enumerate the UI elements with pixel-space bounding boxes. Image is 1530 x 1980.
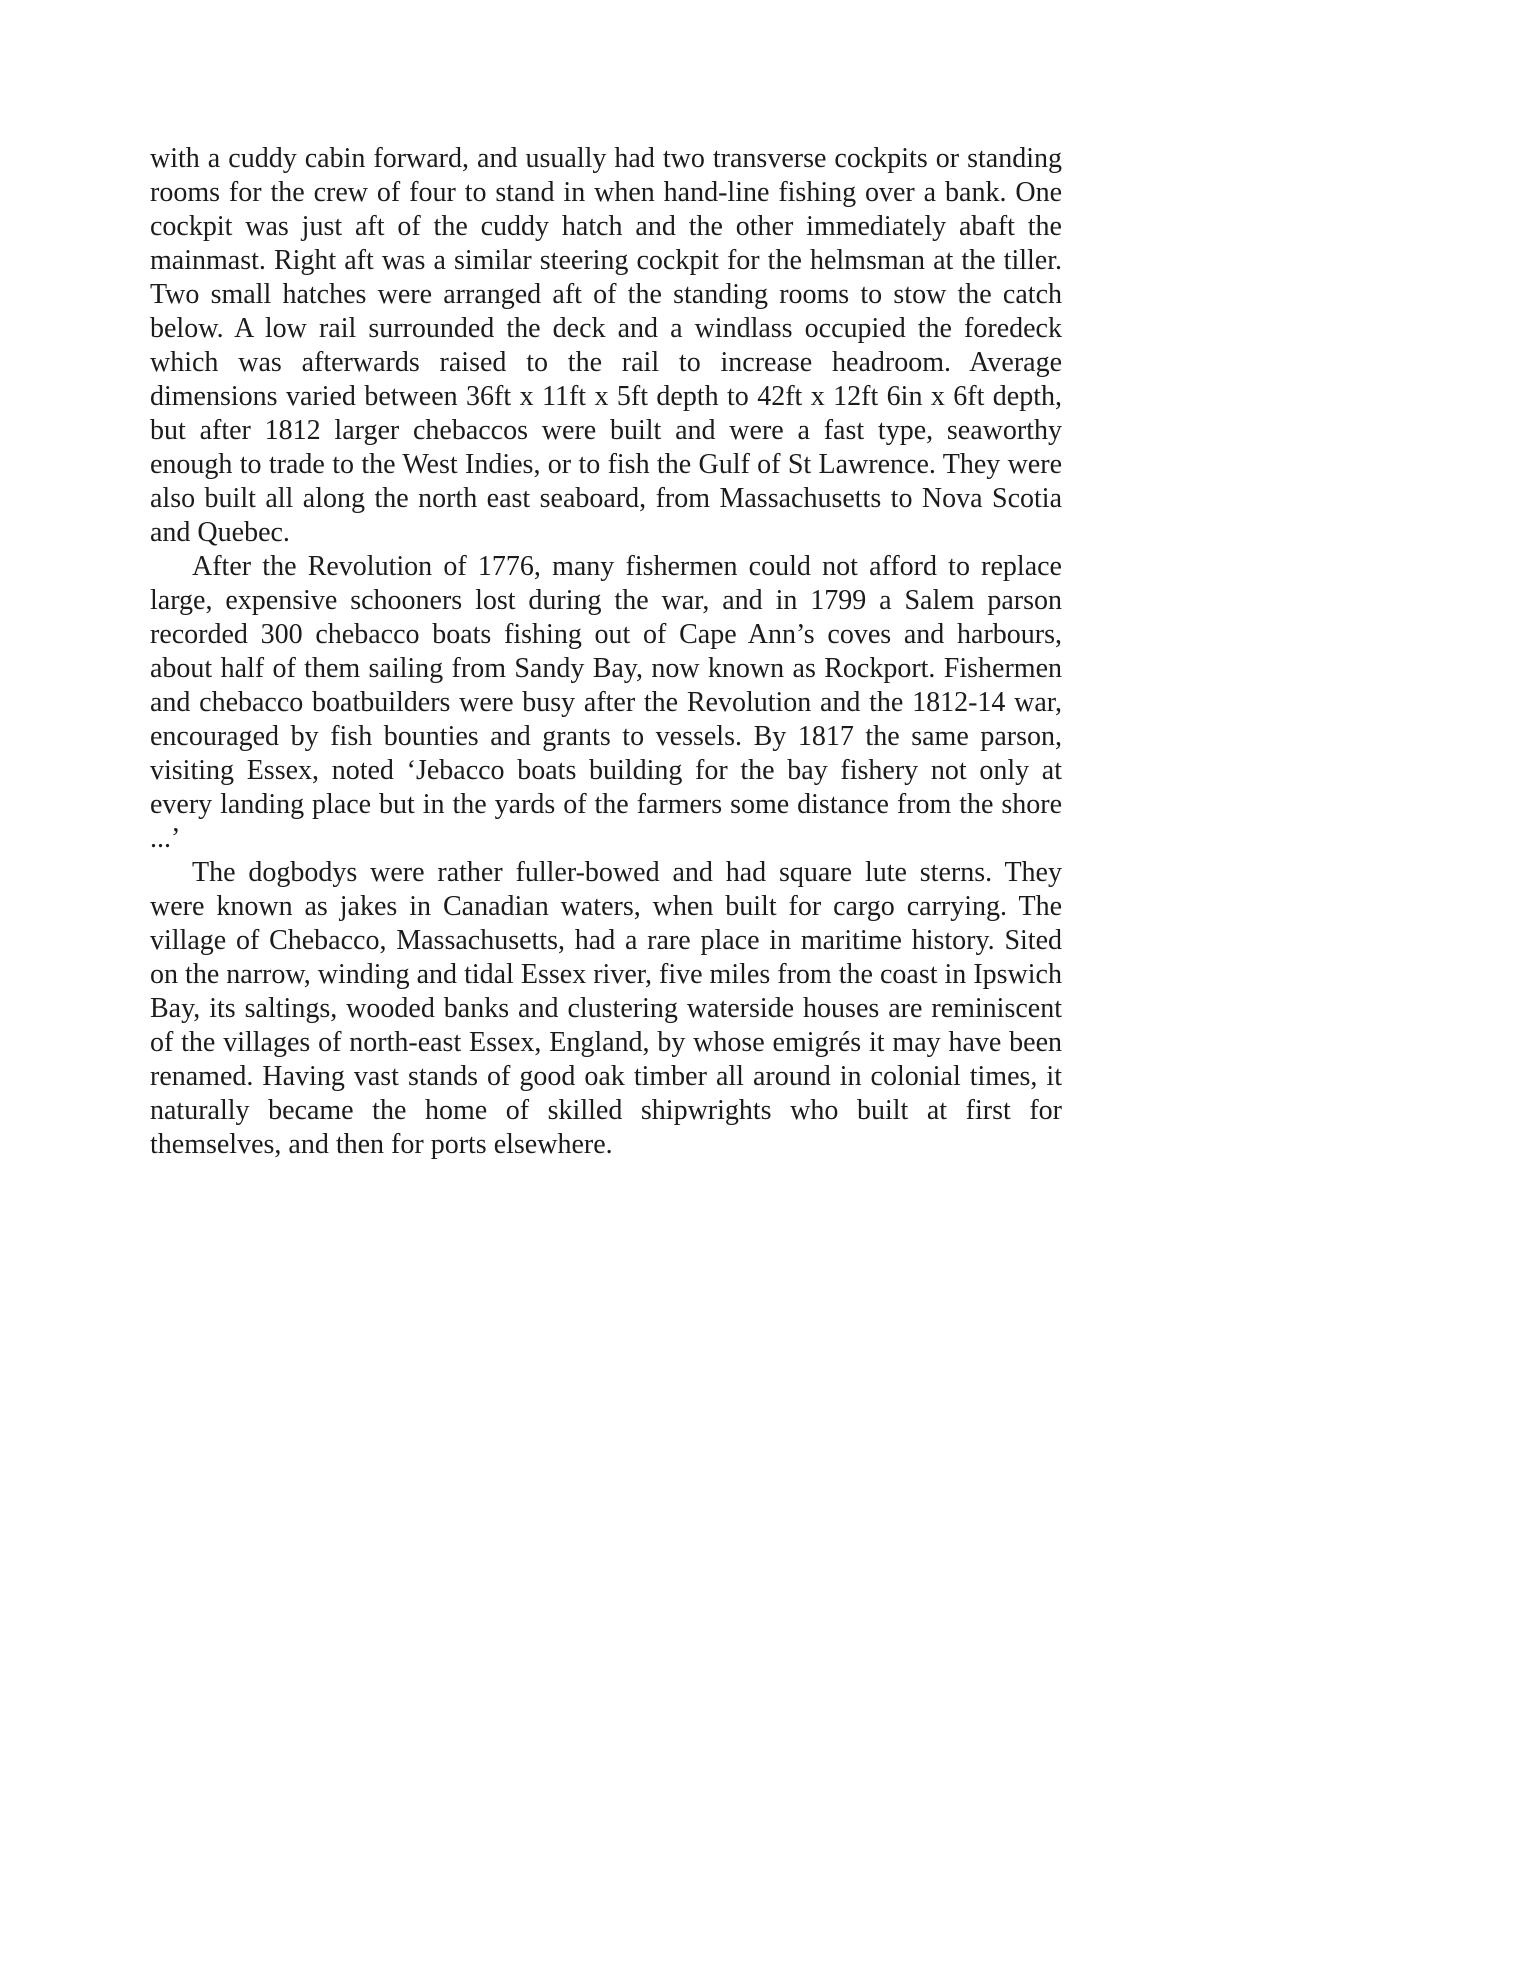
paragraph: The dogbodys were rather fuller-bowed and had square lute sterns. They were known as jakes in Canadian waters, when built for cargo carrying. The village of Chebacco, Massachusetts, had a rare place in maritime history. Sited on the narrow, winding and tidal Essex river, five miles from the coast in Ipswich Bay, its saltings, wooded banks and clustering waterside houses are reminiscent of the villages of north-east Essex, England, by whose emigrés it may have been renamed. Having vast stands of good oak timber all around in colonial times, it naturally became the home of skilled shipwrights who built at first for themselves, and then for ports elsewhere.: [150, 857, 1062, 1160]
paragraph: with a cuddy cabin forward, and usually had two transverse cockpits or standing rooms for the crew of four to stand in when hand-line fishing over a bank. One cockpit was just aft of the cuddy hatch and the other immediately abaft the mainmast. Right aft was a similar steering cockpit for the helmsman at the tiller. Two small hatches were arranged aft of the standing rooms to stow the catch below. A low rail surrounded the deck and a windlass occupied the foredeck which was afterwards raised to the rail to increase headroom. Average dimensions varied between 36ft x 11ft x 5ft depth to 42ft x 12ft 6in x 6ft depth, but after 1812 larger chebaccos were built and were a fast type, seaworthy enough to trade to the West Indies, or to fish the Gulf of St Lawrence. They were also built all along the north east seaboard, from Massachusetts to Nova Scotia and Quebec.: [150, 143, 1062, 548]
page-text-block: [150, 142, 1062, 1162]
paragraph: After the Revolution of 1776, many fishermen could not afford to replace large, expensive schooners lost during the war, and in 1799 a Salem parson recorded 300 chebacco boats fishing out of Cape Ann’s coves and harbours, about half of them sailing from Sandy Bay, now known as Rockport. Fishermen and chebacco boatbuilders were busy after the Revolution and the 1812-14 war, encouraged by fish bounties and grants to vessels. By 1817 the same parson, visiting Essex, noted ‘Jebacco boats building for the bay fishery not only at every landing place but in the yards of the farmers some distance from the shore ...’: [150, 551, 1062, 854]
